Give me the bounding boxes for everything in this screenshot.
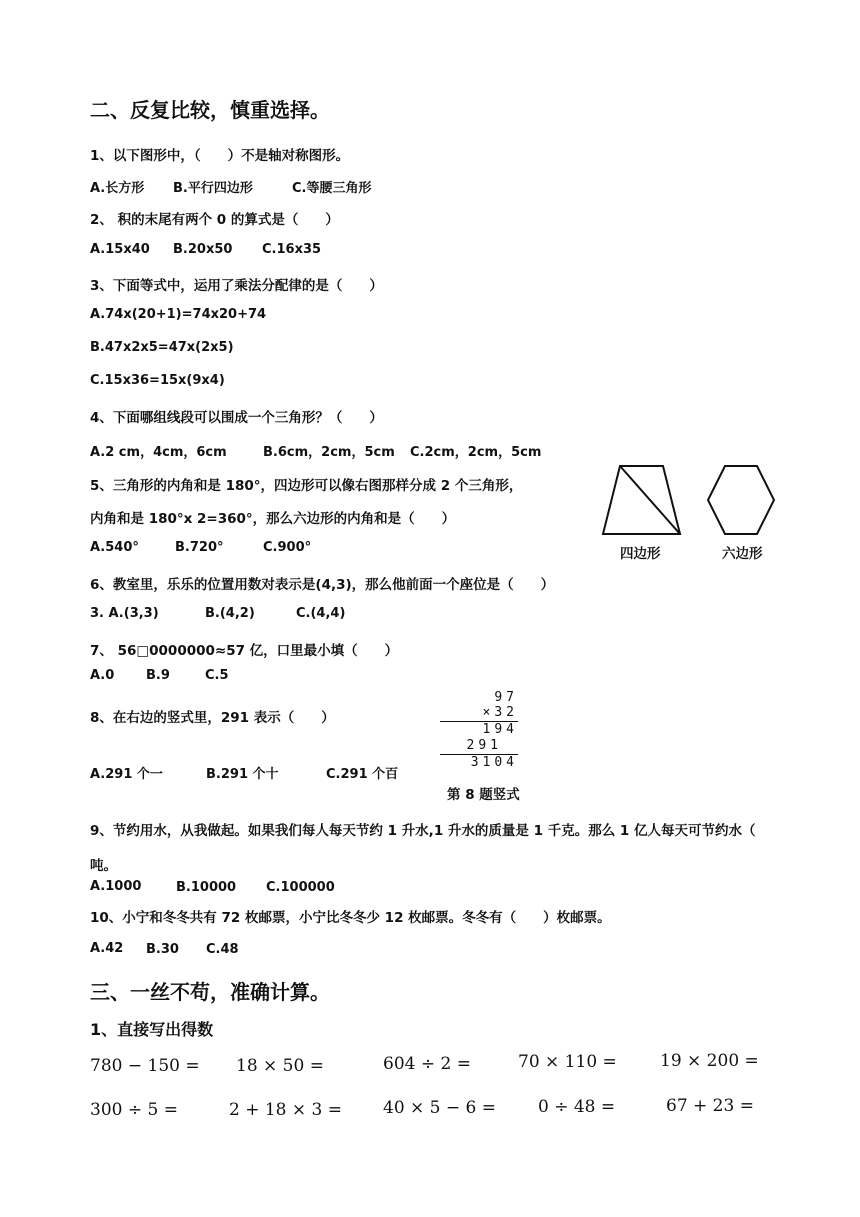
option-c: C.2cm，2cm，5cm <box>410 445 542 460</box>
question-1: 1、以下图形中，（ ）不是轴对称图形。 <box>90 148 350 164</box>
option-a: A.291 个一 <box>90 767 163 782</box>
calc-item: 19 × 200 = <box>660 1051 759 1071</box>
option-b: B.20x50 <box>173 242 233 257</box>
subsection-title: 1、直接写出得数 <box>90 1020 214 1039</box>
option-a: A.2 cm，4cm，6cm <box>90 445 227 460</box>
option-a: A.1000 <box>90 879 142 894</box>
option-a: A.15x40 <box>90 242 150 257</box>
vertical-row-4: 291 <box>466 738 502 753</box>
question-10: 10、小宁和冬冬共有 72 枚邮票，小宁比冬冬少 12 枚邮票。冬冬有（ ）枚邮票。 <box>90 910 611 926</box>
question-5-line-2: 内角和是 180°x 2=360°，那么六边形的内角和是（ ） <box>90 511 456 527</box>
option-b: B.(4,2) <box>205 606 255 621</box>
calc-item: 40 × 5 − 6 = <box>383 1098 497 1118</box>
vertical-row-2: ×32 <box>482 705 518 720</box>
question-4: 4、下面哪组线段可以围成一个三角形？（ ） <box>90 410 383 426</box>
calc-item: 18 × 50 = <box>236 1056 324 1076</box>
question-5-line-1: 5、三角形的内角和是 180°，四边形可以像右图那样分成 2 个三角形， <box>90 478 523 494</box>
option-c: C.(4,4) <box>296 606 346 621</box>
option-a: A.74x(20+1)=74x20+74 <box>90 307 267 322</box>
calc-item: 300 ÷ 5 = <box>90 1100 178 1120</box>
shapes-figure <box>600 462 785 537</box>
option-c: C.100000 <box>266 880 335 895</box>
hexagon-figure <box>708 466 774 534</box>
calc-item: 604 ÷ 2 = <box>383 1054 471 1074</box>
option-c: C.15x36=15x(9x4) <box>90 373 225 388</box>
quadrilateral-label: 四边形 <box>620 546 661 562</box>
question-7: 7、 56□0000000≈57 亿，口里最小填（ ） <box>90 643 399 659</box>
option-a: A.0 <box>90 668 115 683</box>
option-b: B.291 个十 <box>206 767 279 782</box>
option-c: C.等腰三角形 <box>292 181 372 196</box>
option-b: B.720° <box>175 540 224 555</box>
option-b: B.10000 <box>176 880 237 895</box>
hexagon-label: 六边形 <box>722 546 763 562</box>
option-b: B.9 <box>146 668 170 683</box>
option-c: C.48 <box>206 942 239 957</box>
question-3: 3、下面等式中，运用了乘法分配律的是（ ） <box>90 278 383 294</box>
question-8: 8、在右边的竖式里，291 表示（ ） <box>90 710 335 726</box>
option-b: B.6cm，2cm，5cm <box>263 445 395 460</box>
quadrilateral-figure <box>603 466 680 534</box>
option-c: C.16x35 <box>262 242 322 257</box>
vertical-row-1: 97 <box>494 690 518 705</box>
option-c: C.900° <box>263 540 312 555</box>
question-9-line-2: 吨。 <box>90 858 117 874</box>
option-b: B.平行四边形 <box>173 181 253 196</box>
option-c: C.291 个百 <box>326 767 399 782</box>
vertical-caption: 第 8 题竖式 <box>447 787 520 803</box>
option-b: B.30 <box>146 942 179 957</box>
vertical-row-5: 3104 <box>470 755 518 770</box>
question-2: 2、 积的末尾有两个 0 的算式是（ ） <box>90 212 339 228</box>
option-a: 3. A.(3,3) <box>90 606 159 621</box>
question-9-line-1: 9、节约用水，从我做起。如果我们每人每天节约 1 升水,1 升水的质量是 1 千克。那么 1 亿人每天可节约水（ <box>90 823 756 839</box>
calc-item: 780 − 150 = <box>90 1056 200 1076</box>
calc-item: 2 + 18 × 3 = <box>229 1100 343 1120</box>
calc-item: 0 ÷ 48 = <box>538 1097 616 1117</box>
question-6: 6、教室里，乐乐的位置用数对表示是(4,3)，那么他前面一个座位是（ ） <box>90 577 555 593</box>
option-c: C.5 <box>205 668 229 683</box>
option-a: A.42 <box>90 941 124 956</box>
vertical-row-3: 194 <box>482 722 518 737</box>
section-title: 三、一丝不苟，准确计算。 <box>90 980 330 1004</box>
calc-item: 67 + 23 = <box>666 1096 754 1116</box>
option-b: B.47x2x5=47x(2x5) <box>90 340 234 355</box>
option-a: A.长方形 <box>90 181 145 196</box>
option-a: A.540° <box>90 540 139 555</box>
section-title: 二、反复比较，慎重选择。 <box>90 98 330 122</box>
calc-item: 70 × 110 = <box>518 1052 617 1072</box>
